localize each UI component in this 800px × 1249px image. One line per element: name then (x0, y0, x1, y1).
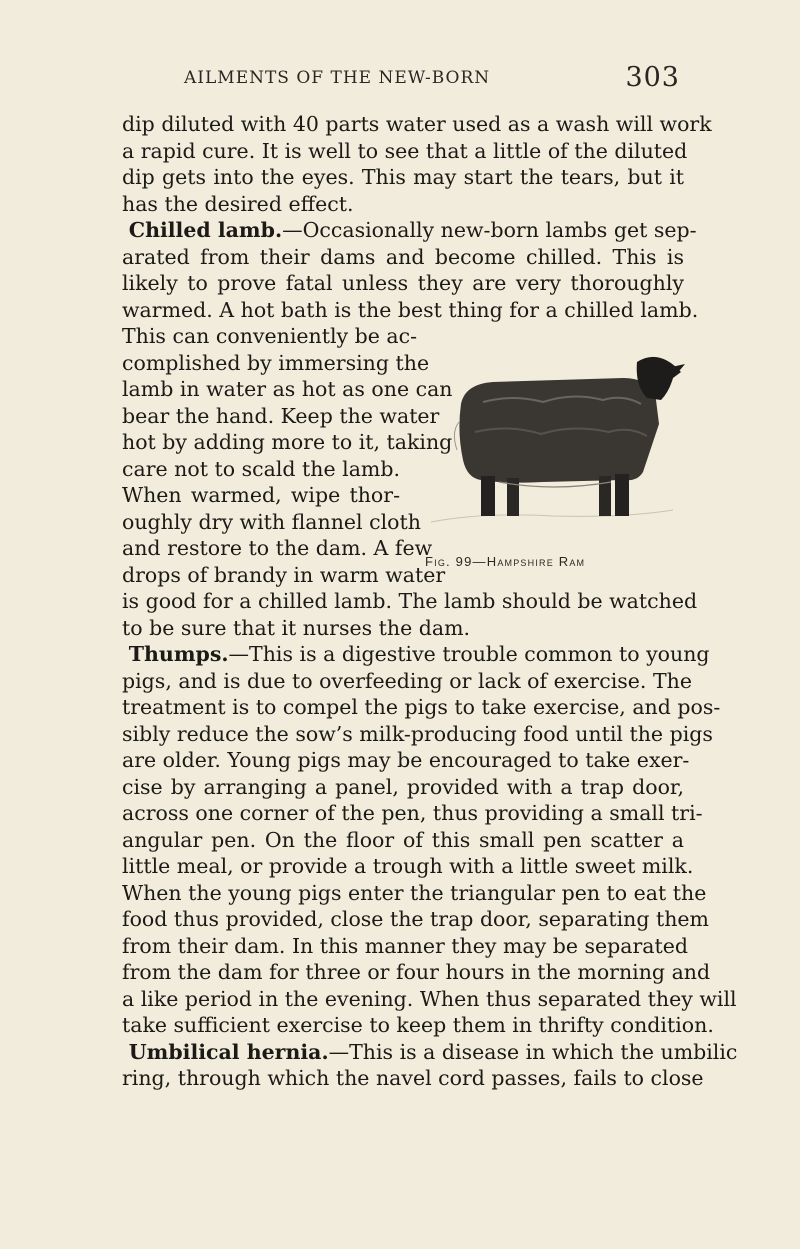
section-heading-thumps: Thumps. (128, 642, 229, 666)
text-line: dip gets into the eyes. This may start the tears, but it (122, 165, 684, 189)
text-line: treatment is to compel the pigs to take exercise, and pos- (122, 695, 721, 719)
text-line: arated from their dams and become chilled. This is (122, 244, 684, 269)
text-run: —This is a digestive trouble common to young (228, 642, 710, 666)
text-line (122, 1039, 738, 1066)
text-line: a rapid cure. It is well to see that a little of the diluted (122, 138, 688, 163)
text-line: complished by immersing the (122, 350, 430, 375)
page-number: 303 (625, 62, 680, 93)
text-line: from their dam. In this manner they may be separated (122, 933, 689, 958)
text-line: is good for a chilled lamb. The lamb should be watched (122, 589, 698, 613)
text-line: cise by arranging a panel, provided with a trap door, (122, 774, 684, 799)
text-line: pigs, and is due to overfeeding or lack of exercise. The (122, 668, 692, 693)
text-line: are older. Young pigs may be encouraged to take exer- (122, 748, 690, 772)
text-line: sibly reduce the sow’s milk-producing food until the pigs (122, 721, 713, 746)
text-line: When warmed, wipe thor- (122, 483, 400, 507)
figure-hampshire-ram (423, 332, 685, 577)
text-line: across one corner of the pen, thus providing a small tri- (122, 801, 703, 825)
text-run: —Occasionally new-born lambs get sep- (282, 218, 697, 242)
text-line: oughly dry with flannel cloth (122, 509, 421, 534)
ram-leg (615, 474, 629, 516)
text-line: bear the hand. Keep the water (122, 403, 440, 428)
hampshire-ram-illustration (423, 332, 685, 547)
text-line (122, 217, 697, 244)
text-line: warmed. A hot bath is the best thing for a chilled lamb. (122, 297, 699, 322)
text-line: likely to prove fatal unless they are very thoroughly (122, 271, 684, 295)
text-line: hot by adding more to it, taking (122, 430, 453, 454)
running-head: AILMENTS OF THE NEW-BORN (184, 68, 491, 88)
text-line: dip diluted with 40 parts water used as a wash will work (122, 112, 712, 136)
text-line: a like period in the evening. When thus separated they will (122, 986, 737, 1011)
text-line: angular pen. On the floor of this small pen scatter a (122, 827, 684, 852)
ground-line (431, 510, 673, 522)
text-line: take sufficient exercise to keep them in thrifty condition. (122, 1013, 714, 1037)
ram-leg (481, 476, 495, 516)
text-run: —This is a disease in which the umbilic (328, 1039, 738, 1064)
section-heading-umbilical-hernia: Umbilical hernia. (128, 1039, 329, 1064)
tail-line (454, 422, 459, 450)
page-header (122, 62, 680, 102)
text-line: drops of brandy in warm water (122, 562, 446, 587)
text-line: and restore to the dam. A few (122, 536, 433, 560)
text-line: to be sure that it nurses the dam. (122, 615, 471, 640)
section-heading-chilled-lamb: Chilled lamb. (128, 218, 283, 242)
figure-caption: Fig. 99—Hampshire Ram (425, 554, 586, 569)
ram-head (637, 357, 681, 400)
text-line: has the desired effect. (122, 191, 354, 216)
text-line: care not to scald the lamb. (122, 456, 400, 481)
text-line: little meal, or provide a trough with a little sweet milk. (122, 854, 694, 878)
text-line: ring, through which the navel cord passes, fails to close (122, 1066, 704, 1090)
body-text (122, 111, 738, 1092)
text-line: This can conveniently be ac- (122, 324, 418, 348)
text-line: food thus provided, close the trap door, separating them (122, 907, 709, 931)
text-line: lamb in water as hot as one can (122, 377, 453, 401)
text-line: from the dam for three or four hours in the morning and (122, 960, 711, 984)
text-line (122, 641, 710, 668)
text-line: When the young pigs enter the triangular pen to eat the (122, 880, 707, 905)
